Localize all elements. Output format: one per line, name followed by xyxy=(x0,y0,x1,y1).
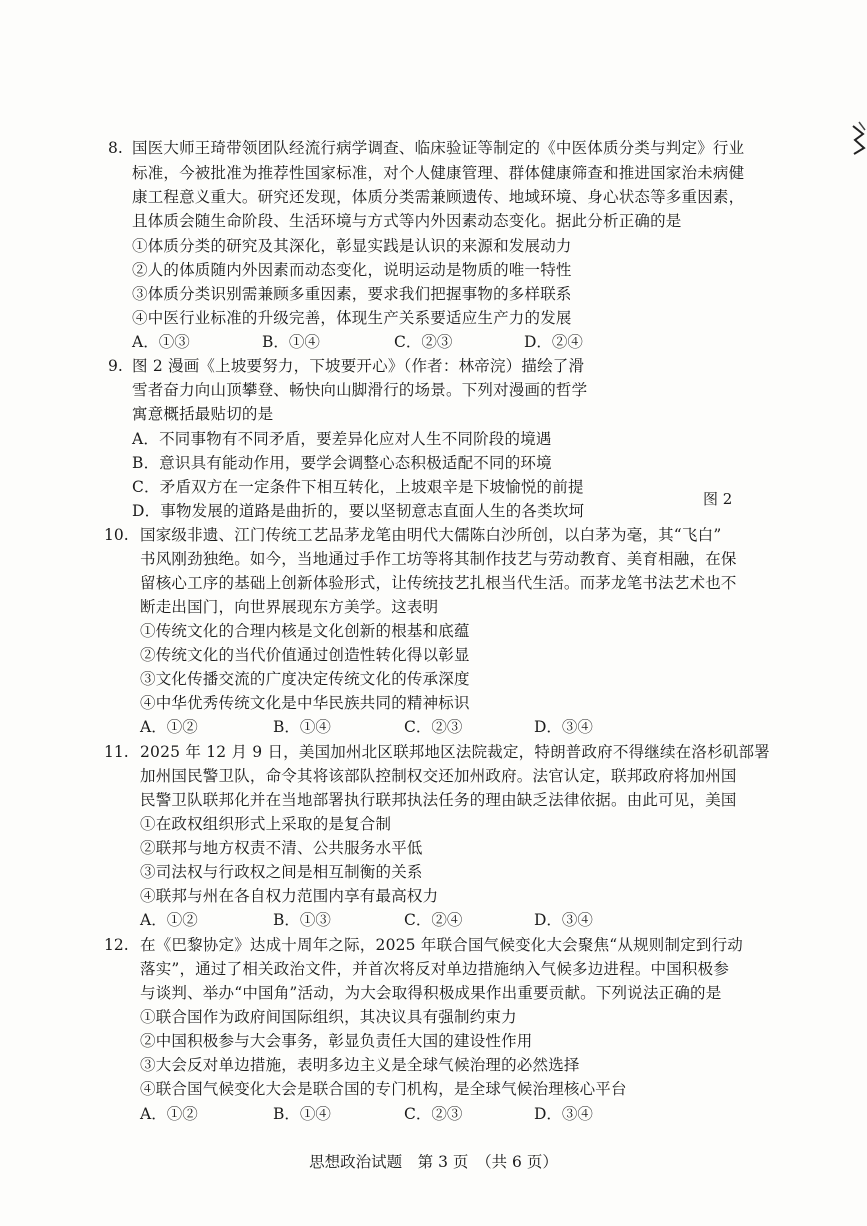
statement-item: ④联邦与州在各自权力范围内享有最高权力 xyxy=(140,887,439,905)
question-stem-line: 雪者奋力向山顶攀登、畅快向山脚滑行的场景。下列对漫画的哲学 xyxy=(132,381,588,399)
question-stem-line: 落实”，通过了相关政治文件，并首次将反对单边措施纳入气候多边进程。中国积极参 xyxy=(140,960,730,978)
statement-item: ①体质分类的研究及其深化，彰显实践是认识的来源和发展动力 xyxy=(132,237,572,255)
question-stem-line: 图 2 漫画《上坡要努力，下坡要开心》（作者：林帝浣）描绘了滑 xyxy=(132,357,585,375)
question-stem-line: 留核心工序的基础上创新体验形式，让传统技艺扎根当代生活。而茅龙笔书法艺术也不 xyxy=(140,574,737,592)
binding-mark-icon xyxy=(849,120,867,160)
choice-a[interactable]: A．不同事物有不同矛盾，要差异化应对人生不同阶段的境遇 xyxy=(132,430,552,448)
question-stem-line: 寓意概括最贴切的是 xyxy=(132,405,274,423)
option-d[interactable]: D．③④ xyxy=(534,1105,593,1123)
question-stem-line: 标准，今被批准为推荐性国家标准，对个人健康管理、群体健康筛查和推进国家治未病健 xyxy=(132,164,745,182)
answer-options xyxy=(140,1104,740,1124)
statement-item: ②中国积极参与大会事务，彰显负责任大国的建设性作用 xyxy=(140,1032,533,1050)
figure-label: 图 2 xyxy=(703,490,733,508)
option-c[interactable]: C．②③ xyxy=(404,718,463,736)
option-a[interactable]: A．①② xyxy=(140,1105,198,1123)
answer-options xyxy=(140,910,740,930)
statement-item: ④联合国气候变化大会是联合国的专门机构，是全球气候治理核心平台 xyxy=(140,1080,627,1098)
choice-d[interactable]: D．事物发展的道路是曲折的，要以坚韧意志直面人生的各类坎坷 xyxy=(132,502,585,520)
question-number: 9. xyxy=(108,357,123,375)
question-stem-line: 康工程意义重大。研究还发现，体质分类需兼顾遗传、地域环境、身心状态等多重因素， xyxy=(132,188,745,206)
statement-item: ③文化传播交流的广度决定传统文化的传承深度 xyxy=(140,670,470,688)
statement-item: ③司法权与行政权之间是相互制衡的关系 xyxy=(140,863,423,881)
option-b[interactable]: B．①③ xyxy=(273,911,331,929)
answer-options xyxy=(132,332,732,352)
question-stem-line: 书风刚劲独绝。如今，当地通过手作工坊等将其制作技艺与劳动教育、美育相融，在保 xyxy=(140,550,737,568)
option-c[interactable]: C．②④ xyxy=(404,911,463,929)
option-b[interactable]: B．①④ xyxy=(273,1105,331,1123)
option-d[interactable]: D．③④ xyxy=(534,718,593,736)
statement-item: ①联合国作为政府间国际组织，其决议具有强制约束力 xyxy=(140,1008,517,1026)
choice-c[interactable]: C．矛盾双方在一定条件下相互转化，上坡艰辛是下坡愉悦的前提 xyxy=(132,478,584,496)
choice-b[interactable]: B．意识具有能动作用，要学会调整心态积极适配不同的环境 xyxy=(132,454,552,472)
question-number: 10. xyxy=(104,526,129,544)
page-footer: 思想政治试题 第 3 页 （共 6 页） xyxy=(309,1153,558,1171)
statement-item: ①传统文化的合理内核是文化创新的根基和底蕴 xyxy=(140,622,470,640)
option-b[interactable]: B．①④ xyxy=(273,718,331,736)
question-stem-line: 断走出国门，向世界展现东方美学。这表明 xyxy=(140,598,439,616)
option-c[interactable]: C．②③ xyxy=(404,1105,463,1123)
question-number: 11. xyxy=(104,743,129,761)
statement-item: ①在政权组织形式上采取的是复合制 xyxy=(140,815,392,833)
statement-item: ③体质分类识别需兼顾多重因素，要求我们把握事物的多样联系 xyxy=(132,285,572,303)
question-stem-line: 在《巴黎协定》达成十周年之际，2025 年联合国气候变化大会聚焦“从规则制定到行动 xyxy=(140,936,743,954)
option-d[interactable]: D．②④ xyxy=(524,333,583,351)
question-stem-line: 与谈判、举办“中国角”活动，为大会取得积极成果作出重要贡献。下列说法正确的是 xyxy=(140,984,722,1002)
option-c[interactable]: C．②③ xyxy=(394,333,453,351)
statement-item: ②人的体质随内外因素而动态变化，说明运动是物质的唯一特性 xyxy=(132,261,572,279)
question-stem-line: 国家级非遗、江门传统工艺品茅龙笔由明代大儒陈白沙所创，以白茅为毫，其“飞白” xyxy=(140,526,722,544)
statement-item: ④中医行业标准的升级完善，体现生产关系要适应生产力的发展 xyxy=(132,309,572,327)
question-stem-line: 且体质会随生命阶段、生活环境与方式等内外因素动态变化。据此分析正确的是 xyxy=(132,212,682,230)
question-stem-line: 民警卫队联邦化并在当地部署执行联邦执法任务的理由缺乏法律依据。由此可见，美国 xyxy=(140,791,737,809)
statement-item: ②传统文化的当代价值通过创造性转化得以彰显 xyxy=(140,646,470,664)
option-a[interactable]: A．①② xyxy=(140,718,198,736)
statement-item: ②联邦与地方权责不清、公共服务水平低 xyxy=(140,839,423,857)
question-stem-line: 加州国民警卫队，命令其将该部队控制权交还加州政府。法官认定，联邦政府将加州国 xyxy=(140,767,737,785)
question-stem-line: 2025 年 12 月 9 日，美国加州北区联邦地区法院裁定，特朗普政府不得继续在洛杉矶部署 xyxy=(140,743,770,761)
statement-item: ③大会反对单边措施，表明多边主义是全球气候治理的必然选择 xyxy=(140,1056,580,1074)
question-stem-line: 国医大师王琦带领团队经流行病学调查、临床验证等制定的《中医体质分类与判定》行业 xyxy=(132,139,745,157)
option-a[interactable]: A．①③ xyxy=(132,333,190,351)
answer-options xyxy=(140,717,740,737)
option-b[interactable]: B．①④ xyxy=(262,333,320,351)
option-a[interactable]: A．①② xyxy=(140,911,198,929)
statement-item: ④中华优秀传统文化是中华民族共同的精神标识 xyxy=(140,694,470,712)
option-d[interactable]: D．③④ xyxy=(534,911,593,929)
question-number: 12. xyxy=(104,936,129,954)
question-number: 8. xyxy=(108,139,123,157)
